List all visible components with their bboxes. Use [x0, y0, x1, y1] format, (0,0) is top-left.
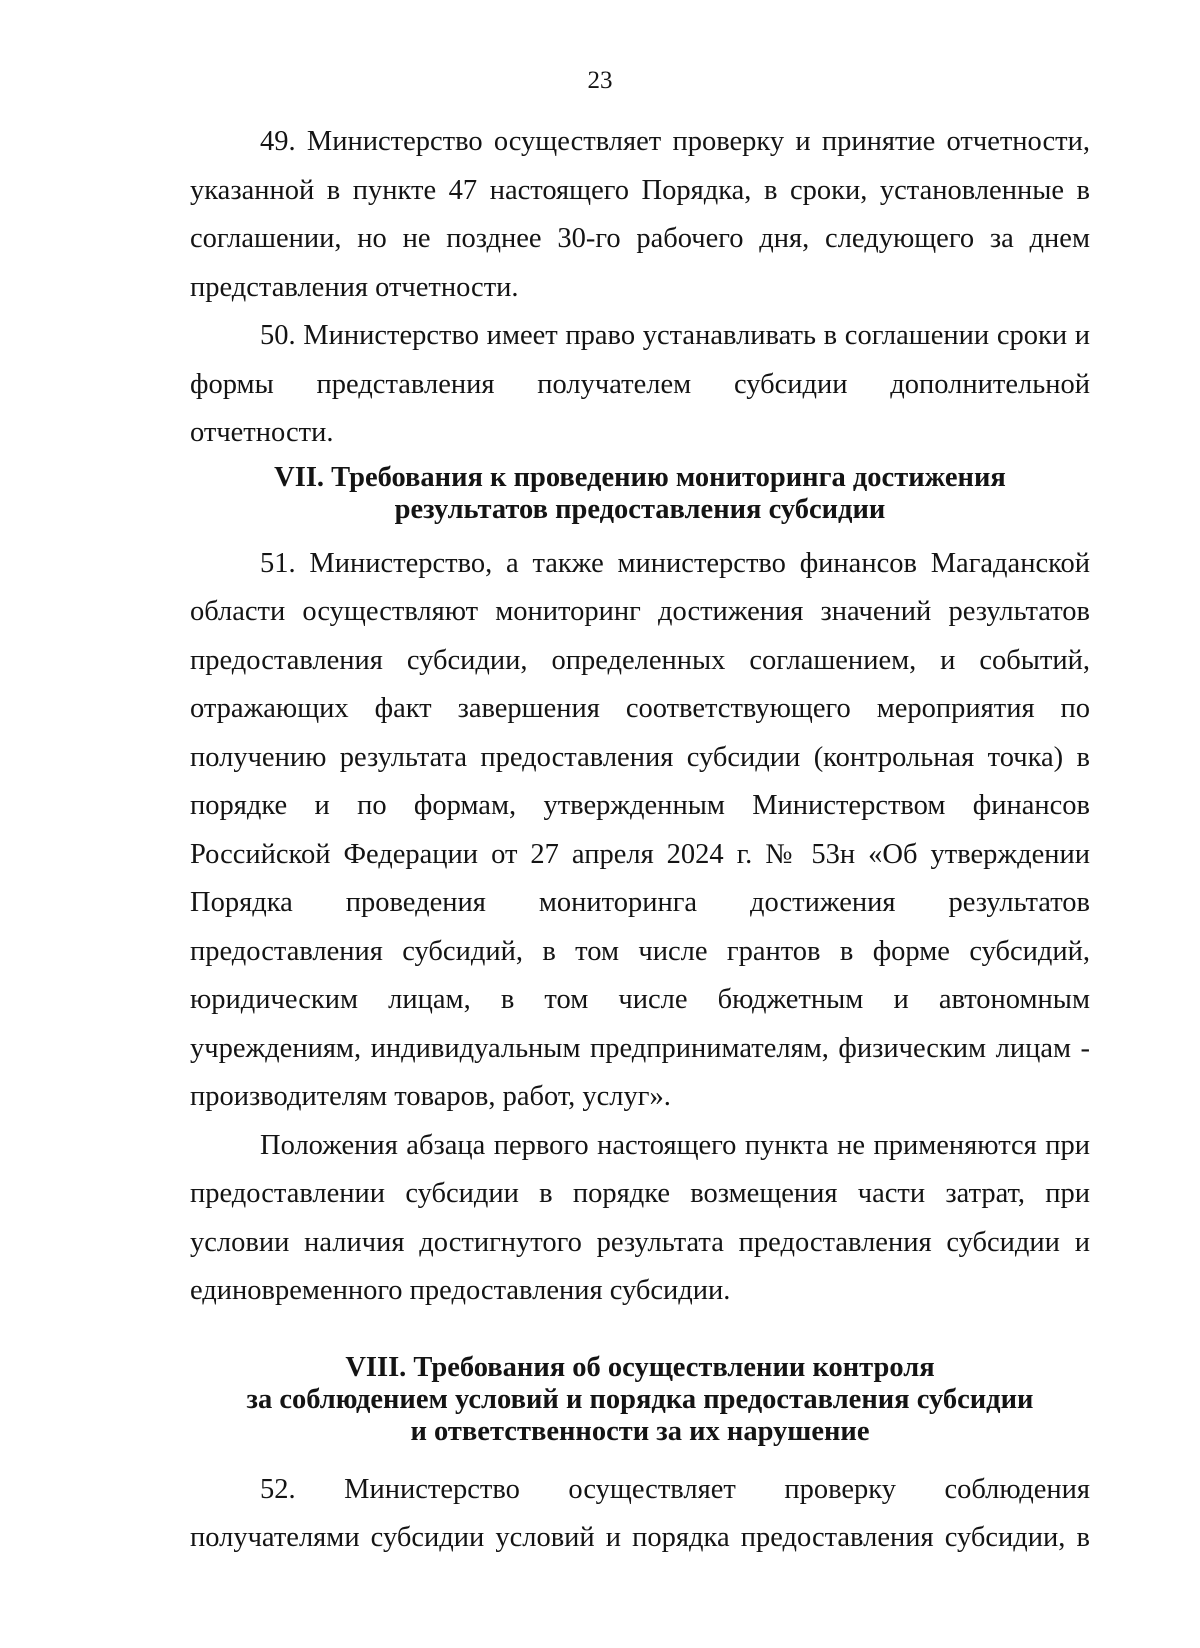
section-heading-viii-line-2: за соблюдением условий и порядка предоставления субсидии	[246, 1383, 1034, 1415]
paragraph-51-second-part: Положения абзаца первого настоящего пункта не применяются при предоставлении субсидии в порядке возмещения части затрат, при условии наличия достигнутого результата предоставления субсидии и единовременного предоставления субсидии.	[190, 1129, 1090, 1306]
section-heading-vii	[190, 462, 1090, 526]
document-body	[190, 118, 1090, 1563]
page-number: 23	[587, 67, 613, 94]
section-heading-viii	[190, 1352, 1090, 1448]
section-heading-vii-line-2: результатов предоставления субсидии	[394, 493, 886, 525]
section-heading-vii-line-1: VII. Требования к проведению мониторинга достижения	[274, 461, 1006, 493]
section-heading-viii-line-1: VIII. Требования об осуществлении контроля	[345, 1351, 935, 1383]
paragraph-52: 52. Министерство осуществляет проверку соблюдения получателями субсидии условий и порядка предоставления субсидии, в	[190, 1473, 1090, 1553]
section-heading-viii-line-3: и ответственности за их нарушение	[410, 1415, 870, 1447]
paragraph-51: 51. Министерство, а также министерство финансов Магаданской области осуществляют мониторинг достижения значений результатов предоставления субсидии, определенных соглашением, и событий, отражающих факт завершения соответствующего мероприятия по получению результата предоставления субсидии (контрольная точка) в порядке и по формам, утвержденным Министерством финансов Российской Федерации от 27 апреля 2024 г. № 53н «Об утверждении Порядка проведения мониторинга достижения результатов предоставления субсидий, в том числе грантов в форме субсидий, юридическим лицам, в том числе бюджетным и автономным учреждениям, индивидуальным предпринимателям, физическим лицам - производителям товаров, работ, услуг».	[190, 547, 1090, 1112]
paragraph-50: 50. Министерство имеет право устанавливать в соглашении сроки и формы представления получателем субсидии дополнительной отчетности.	[190, 320, 1090, 448]
paragraph-49: 49. Министерство осуществляет проверку и принятие отчетности, указанной в пункте 47 настоящего Порядка, в сроки, установленные в соглашении, но не позднее 30-го рабочего дня, следующего за днем представления отчетности.	[190, 126, 1090, 303]
